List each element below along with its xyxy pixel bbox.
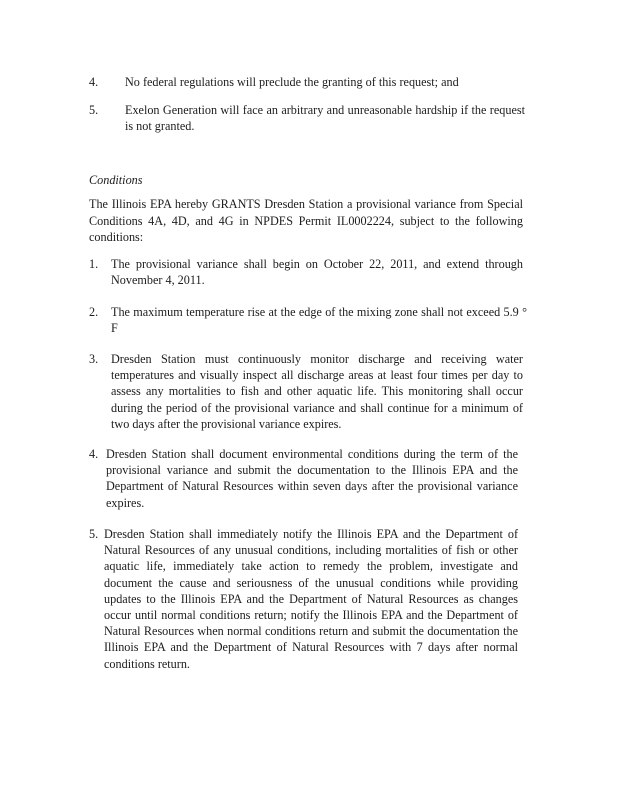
list-number: 5. [89,103,99,117]
condition-text: The maximum temperature rise at the edge of the mixing zone shall not exceed 5.9 ° F [111,305,527,336]
intro-paragraph: The Illinois EPA hereby GRANTS Dresden Station a provisional variance from Special Conditions 4A, 4D, and 4G in NPDES Permit IL0002224, subject to the following conditions: [89,197,523,244]
section-heading: Conditions [89,173,143,187]
condition-number: 3. [89,352,99,366]
condition-number: 4. [89,447,99,461]
list-number: 4. [89,75,99,89]
condition-number: 2. [89,305,99,319]
condition-text: Dresden Station shall immediately notify the Illinois EPA and the Department of Natural Resources of any unusual conditions, including mortalities of fish or other aquatic life, immediately take action to remedy the problem, investigate and document the cause and seriousness of the unusual conditions while providing updates to the Illinois EPA and the Department of Natural Resources as changes occur until normal conditions return; notify the Illinois EPA and the Department of Natural Resources when normal conditions return and submit the documentation the Illinois EPA and the Department of Natural Resources with 7 days after normal conditions return. [104,527,518,671]
condition-number: 1. [89,257,99,271]
condition-text: The provisional variance shall begin on October 22, 2011, and extend through November 4, 2011. [111,257,523,288]
list-item-text: Exelon Generation will face an arbitrary and unreasonable hardship if the request is not granted. [125,103,525,134]
condition-number: 5. [89,527,99,541]
condition-text: Dresden Station must continuously monitor discharge and receiving water temperatures and visually inspect all discharge areas at least four times per day to assess any mortalities to fish and other aquatic life. This monitoring shall occur during the period of the provisional variance and shall continue for a minimum of two days after the provisional variance expires. [111,352,523,431]
condition-text: Dresden Station shall document environmental conditions during the term of the provisional variance and submit the documentation to the Illinois EPA and the Department of Natural Resources within seven days after the provisional variance expires. [106,447,518,510]
list-item-text: No federal regulations will preclude the granting of this request; and [125,75,459,89]
